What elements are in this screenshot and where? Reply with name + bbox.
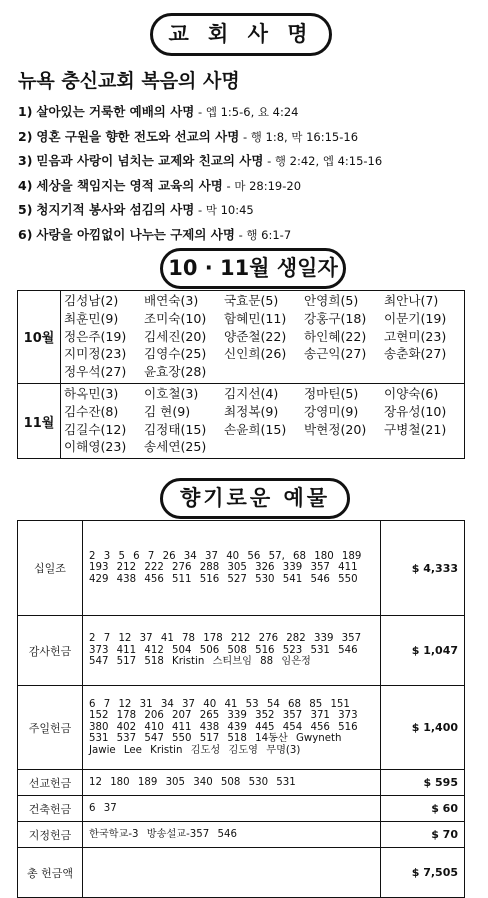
mission-text: 청지기적 봉사와 섬김의 사명	[36, 202, 195, 218]
offering-numbers	[83, 848, 381, 898]
birthday-name: 신인희(26)	[224, 346, 287, 362]
birthday-name: 정은주(19)	[64, 328, 127, 344]
offering-row	[18, 686, 465, 770]
mission-num: 2)	[18, 128, 33, 144]
birthday-name: 이해영(23)	[64, 439, 127, 455]
birthday-name: 최정복(9)	[224, 403, 279, 419]
mission-ref: - 행 2:42, 엡 4:15-16	[263, 154, 383, 169]
birthday-name: 조미숙(10)	[144, 310, 207, 326]
mission-ref: - 엡 1:5-6, 요 4:24	[194, 105, 299, 119]
mission-ref: - 막 10:45	[194, 203, 254, 218]
birthday-name: 정우석(27)	[64, 364, 127, 380]
offering-category: 선교헌금	[18, 770, 83, 796]
mission-item	[18, 100, 382, 125]
offering-amount: $ 7,505	[381, 848, 465, 898]
mission-text: 사랑을 아낌없이 나누는 구제의 사명	[36, 226, 235, 242]
offering-numbers: 6 7 12 31 34 37 40 41 53 54 68 85 151 152 178 206 207 265 339 352 357 371 373 380 402 410 411 438 439 445 454 456 516 531 537 547 550 517 518 14동산 Gwyneth Jawie Lee Kristin 김도성 김도영 무명(3)	[83, 686, 381, 770]
month-label: 11월	[18, 383, 61, 458]
birthday-name: 국효문(5)	[224, 293, 279, 308]
birthday-names	[64, 385, 464, 456]
mission-heading: 뉴욕 충신교회 복음의 사명	[18, 70, 240, 92]
birthday-name: 송세연(25)	[144, 439, 207, 455]
birthday-name: 고현미(23)	[384, 328, 447, 344]
mission-num: 3)	[18, 153, 33, 169]
offering-category: 총 헌금액	[18, 848, 83, 898]
offering-numbers: 한국학교-3 방송설교-357 546	[83, 822, 381, 848]
birthday-name: 안영희(5)	[304, 293, 359, 308]
offering-row	[18, 770, 465, 796]
birthday-name: 최안나(7)	[384, 293, 439, 308]
mission-text: 세상을 책임지는 영적 교육의 사명	[36, 177, 223, 193]
birthday-name: 윤효장(28)	[144, 364, 207, 380]
birthday-name: 장유성(10)	[384, 403, 447, 419]
offering-amount: $ 1,047	[381, 616, 465, 686]
birthday-name: 김지선(4)	[224, 385, 279, 401]
offering-table	[17, 520, 465, 898]
birthday-title: 10 · 11월 생일자	[160, 248, 346, 289]
mission-ref: - 마 28:19-20	[222, 178, 302, 193]
birthday-name: 김 현(9)	[144, 403, 191, 419]
birthday-name: 김세진(20)	[144, 328, 207, 344]
mission-item	[18, 198, 382, 223]
birthday-name: 이호철(3)	[144, 385, 199, 401]
mission-item	[18, 149, 382, 174]
birthday-name: 김정태(15)	[144, 421, 207, 437]
offering-numbers: 12 180 189 305 340 508 530 531	[83, 770, 381, 796]
mission-item	[18, 125, 382, 150]
birthday-name: 김길수(12)	[64, 421, 127, 437]
mission-num: 6)	[18, 226, 33, 242]
birthday-name: 강홍구(18)	[304, 310, 367, 326]
mission-ref: - 행 6:1-7	[234, 227, 292, 242]
mission-text: 살아있는 거룩한 예배의 사명	[36, 104, 195, 119]
offering-category: 건축헌금	[18, 796, 83, 822]
mission-text: 믿음과 사랑이 넘치는 교제와 친교의 사명	[36, 153, 264, 169]
birthday-names	[64, 292, 464, 381]
birthday-name: 함혜민(11)	[224, 310, 287, 326]
birthday-name: 정마틴(5)	[304, 385, 359, 401]
birthday-name: 김영수(25)	[144, 346, 207, 362]
offering-amount: $ 4,333	[381, 521, 465, 616]
mission-num: 4)	[18, 177, 33, 193]
mission-item	[18, 223, 382, 248]
birthday-name: 하옥민(3)	[64, 385, 119, 401]
birthday-name: 김성남(2)	[64, 293, 119, 308]
birthday-name: 손윤희(15)	[224, 421, 287, 437]
mission-ref: - 행 1:8, 막 16:15-16	[239, 129, 359, 144]
offering-numbers: 2 3 5 6 7 26 34 37 40 56 57, 68 180 189 193 212 222 276 288 305 326 339 357 411 429 438 456 511 516 527 530 541 546 550	[83, 521, 381, 616]
birthday-name: 이문기(19)	[384, 310, 447, 326]
birthday-table	[17, 290, 465, 459]
offering-category: 주일헌금	[18, 686, 83, 770]
birthday-name: 배연숙(3)	[144, 293, 199, 308]
offering-row	[18, 796, 465, 822]
month-label: 10월	[18, 291, 61, 384]
birthday-name: 송근익(27)	[304, 346, 367, 362]
birthday-name: 지미정(23)	[64, 346, 127, 362]
offering-title: 향기로운 예물	[160, 478, 350, 519]
offering-amount: $ 70	[381, 822, 465, 848]
birthday-name: 박현정(20)	[304, 421, 367, 437]
birthday-name: 구병철(21)	[384, 421, 447, 437]
birthday-name: 이양숙(6)	[384, 385, 439, 401]
offering-category: 십일조	[18, 521, 83, 616]
offering-row	[18, 616, 465, 686]
birthday-name: 송춘화(27)	[384, 346, 447, 362]
birthday-row	[18, 291, 465, 384]
mission-item	[18, 174, 382, 199]
offering-numbers: 6 37	[83, 796, 381, 822]
offering-amount: $ 595	[381, 770, 465, 796]
offering-category: 지정헌금	[18, 822, 83, 848]
mission-list	[18, 100, 382, 248]
offering-total-row	[18, 848, 465, 898]
mission-num: 5)	[18, 202, 33, 218]
birthday-name: 강영미(9)	[304, 403, 359, 419]
offering-row	[18, 822, 465, 848]
mission-num: 1)	[18, 104, 33, 119]
birthday-name: 김수잔(8)	[64, 403, 119, 419]
offering-row	[18, 521, 465, 616]
offering-amount: $ 60	[381, 796, 465, 822]
church-mission-title: 교 회 사 명	[150, 13, 332, 56]
offering-amount: $ 1,400	[381, 686, 465, 770]
birthday-row	[18, 383, 465, 458]
offering-numbers: 2 7 12 37 41 78 178 212 276 282 339 357 373 411 412 504 506 508 516 523 531 546 547 517 518 Kristin 스티브임 88 임은정	[83, 616, 381, 686]
mission-text: 영혼 구원을 향한 전도와 선교의 사명	[36, 128, 240, 144]
birthday-name: 양준철(22)	[224, 328, 287, 344]
birthday-name: 최훈민(9)	[64, 310, 119, 326]
offering-category: 감사헌금	[18, 616, 83, 686]
birthday-name: 하인혜(22)	[304, 328, 367, 344]
